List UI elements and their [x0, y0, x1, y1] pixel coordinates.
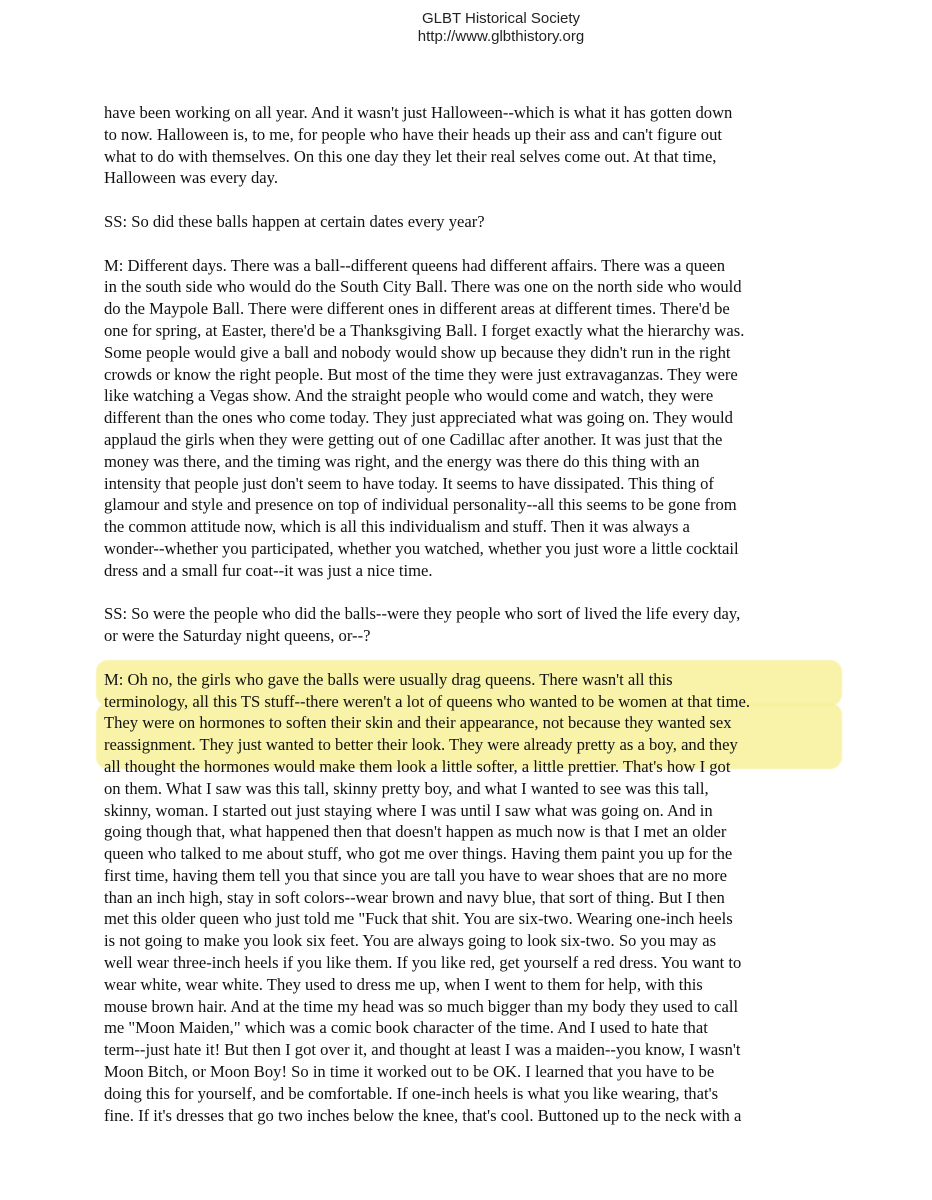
transcript-line-text: dress and a small fur coat--it was just a nice time.: [104, 560, 433, 580]
transcript-line-text: Moon Bitch, or Moon Boy! So in time it worked out to be OK. I learned that you have to be: [104, 1062, 715, 1082]
transcript-line: [104, 167, 824, 189]
transcript-line-text: skinny, woman. I started out just staying where I was until I saw what was going on. And in: [104, 800, 713, 820]
transcript-line-text: one for spring, at Easter, there'd be a Thanksgiving Ball. I forget exactly what the hierarchy was.: [104, 320, 745, 340]
transcript-line: [104, 1017, 824, 1039]
transcript-line: [104, 603, 824, 625]
transcript-line: [104, 385, 824, 407]
document-header: [0, 10, 932, 46]
transcript-line: [104, 691, 824, 713]
transcript-line-text: first time, having them tell you that since you are tall you have to wear shoes that are no more: [104, 865, 728, 885]
transcript-line-text: me "Moon Maiden," which was a comic book character of the time. And I used to hate that: [104, 1018, 708, 1038]
transcript-line: [104, 843, 824, 865]
transcript-line: [104, 342, 824, 364]
transcript-line: [104, 429, 824, 451]
transcript-line-text: do the Maypole Ball. There were different ones in different areas at different times. There'd be: [104, 299, 730, 319]
transcript-line: [104, 1105, 824, 1127]
transcript-line-text: M: Different days. There was a ball--different queens had different affairs. There was a queen: [104, 255, 726, 275]
transcript-line: [104, 756, 824, 778]
transcript-line-text: Some people would give a ball and nobody would show up because they didn't run in the right: [104, 342, 731, 362]
transcript-line-text: Halloween was every day.: [104, 168, 279, 188]
transcript-line: [104, 669, 824, 691]
transcript-line-text: money was there, and the timing was right, and the energy was there do this thing with an: [104, 451, 700, 471]
transcript-line: [104, 974, 824, 996]
paragraph-gap: [104, 189, 824, 211]
transcript-line: [104, 908, 824, 930]
transcript-line-text: fine. If it's dresses that go two inches below the knee, that's cool. Buttoned up to the neck with a: [104, 1105, 742, 1125]
transcript-line-text: like watching a Vegas show. And the straight people who would come and watch, they were: [104, 386, 714, 406]
paragraph-gap: [104, 233, 824, 255]
transcript-line: [104, 930, 824, 952]
transcript-line: [104, 560, 824, 582]
transcript-line: [104, 320, 824, 342]
transcript-line-text: M: Oh no, the girls who gave the balls were usually drag queens. There wasn't all this: [104, 669, 673, 689]
transcript-line-text: on them. What I saw was this tall, skinny pretty boy, and what I wanted to see was this tall,: [104, 778, 709, 798]
transcript-line-text: glamour and style and presence on top of individual personality--all this seems to be gone from: [104, 495, 737, 515]
transcript-line: [104, 538, 824, 560]
transcript-line: [104, 124, 824, 146]
transcript-line-text: wear white, wear white. They used to dress me up, when I went to them for help, with this: [104, 974, 703, 994]
transcript-line-text: terminology, all this TS stuff--there weren't a lot of queens who wanted to be women at that time.: [104, 691, 750, 711]
transcript-line: [104, 1061, 824, 1083]
transcript-line: [104, 146, 824, 168]
transcript-line-text: to now. Halloween is, to me, for people who have their heads up their ass and can't figure out: [104, 124, 723, 144]
transcript-line: [104, 255, 824, 277]
transcript-line: [104, 625, 824, 647]
transcript-line-text: or were the Saturday night queens, or--?: [104, 626, 371, 646]
transcript-line-text: crowds or know the right people. But most of the time they were just extravaganzas. They were: [104, 364, 738, 384]
transcript-line: [104, 1039, 824, 1061]
transcript-line: [104, 821, 824, 843]
transcript-line: [104, 800, 824, 822]
transcript-line: [104, 473, 824, 495]
transcript-line-text: SS: So did these balls happen at certain dates every year?: [104, 211, 485, 231]
transcript-line-text: doing this for yourself, and be comfortable. If one-inch heels is what you like wearing, that's: [104, 1083, 719, 1103]
transcript-line-text: intensity that people just don't seem to have today. It seems to have dissipated. This thing of: [104, 473, 714, 493]
transcript-line: [104, 952, 824, 974]
transcript-line: [104, 407, 824, 429]
paragraph-gap: [104, 582, 824, 604]
transcript-line-text: wonder--whether you participated, whether you watched, whether you just wore a little cocktail: [104, 538, 739, 558]
transcript-line: [104, 298, 824, 320]
transcript-line-text: applaud the girls when they were getting out of one Cadillac after another. It was just that the: [104, 429, 723, 449]
transcript-line-text: have been working on all year. And it wasn't just Halloween--which is what it has gotten down: [104, 103, 733, 122]
transcript-line-text: reassignment. They just wanted to better their look. They were already pretty as a boy, and they: [104, 735, 738, 755]
transcript-line-text: is not going to make you look six feet. You are always going to look six-two. So you may as: [104, 931, 717, 951]
transcript-line: [104, 887, 824, 909]
transcript-line: [104, 712, 824, 734]
transcript-body: [104, 102, 824, 1126]
transcript-line: [104, 276, 824, 298]
header-url: http://www.glbthistory.org: [417, 28, 585, 45]
transcript-line: [104, 102, 824, 124]
transcript-line-text: term--just hate it! But then I got over it, and thought at least I was a maiden--you know, I wasn't: [104, 1040, 741, 1060]
transcript-line: [104, 778, 824, 800]
transcript-line-text: all thought the hormones would make them look a little softer, a little prettier. That's how I got: [104, 756, 731, 776]
transcript-line-text: queen who talked to me about stuff, who got me over things. Having them paint you up for the: [104, 844, 733, 864]
transcript-line-text: well wear three-inch heels if you like them. If you like red, get yourself a red dress. You want to: [104, 953, 742, 973]
transcript-line: [104, 516, 824, 538]
transcript-line-text: They were on hormones to soften their skin and their appearance, not because they wanted sex: [104, 713, 732, 733]
transcript-line: [104, 211, 824, 233]
transcript-line: [104, 865, 824, 887]
transcript-line-text: met this older queen who just told me "Fuck that shit. You are six-two. Wearing one-inch heels: [104, 909, 733, 929]
transcript-line-text: what to do with themselves. On this one day they let their real selves come out. At that time,: [104, 146, 717, 166]
header-organization: GLBT Historical Society: [421, 10, 581, 27]
paragraph-gap: [104, 647, 824, 669]
transcript-line-text: going though that, what happened then that doesn't happen as much now is that I met an older: [104, 822, 727, 842]
transcript-line-text: than an inch high, stay in soft colors--wear brown and navy blue, that sort of thing. But I then: [104, 887, 725, 907]
transcript-line: [104, 996, 824, 1018]
transcript-line-text: the common attitude now, which is all this individualism and stuff. Then it was always a: [104, 517, 690, 537]
transcript-line-text: different than the ones who come today. They just appreciated what was going on. They would: [104, 408, 733, 428]
transcript-line: [104, 494, 824, 516]
transcript-line-text: in the south side who would do the South City Ball. There was one on the north side who would: [104, 277, 742, 297]
transcript-line: [104, 1083, 824, 1105]
transcript-line: [104, 734, 824, 756]
transcript-line: [104, 451, 824, 473]
transcript-line-text: SS: So were the people who did the balls--were they people who sort of lived the life every day,: [104, 604, 741, 624]
transcript-line-text: mouse brown hair. And at the time my head was so much bigger than my body they used to call: [104, 996, 739, 1016]
transcript-line: [104, 364, 824, 386]
